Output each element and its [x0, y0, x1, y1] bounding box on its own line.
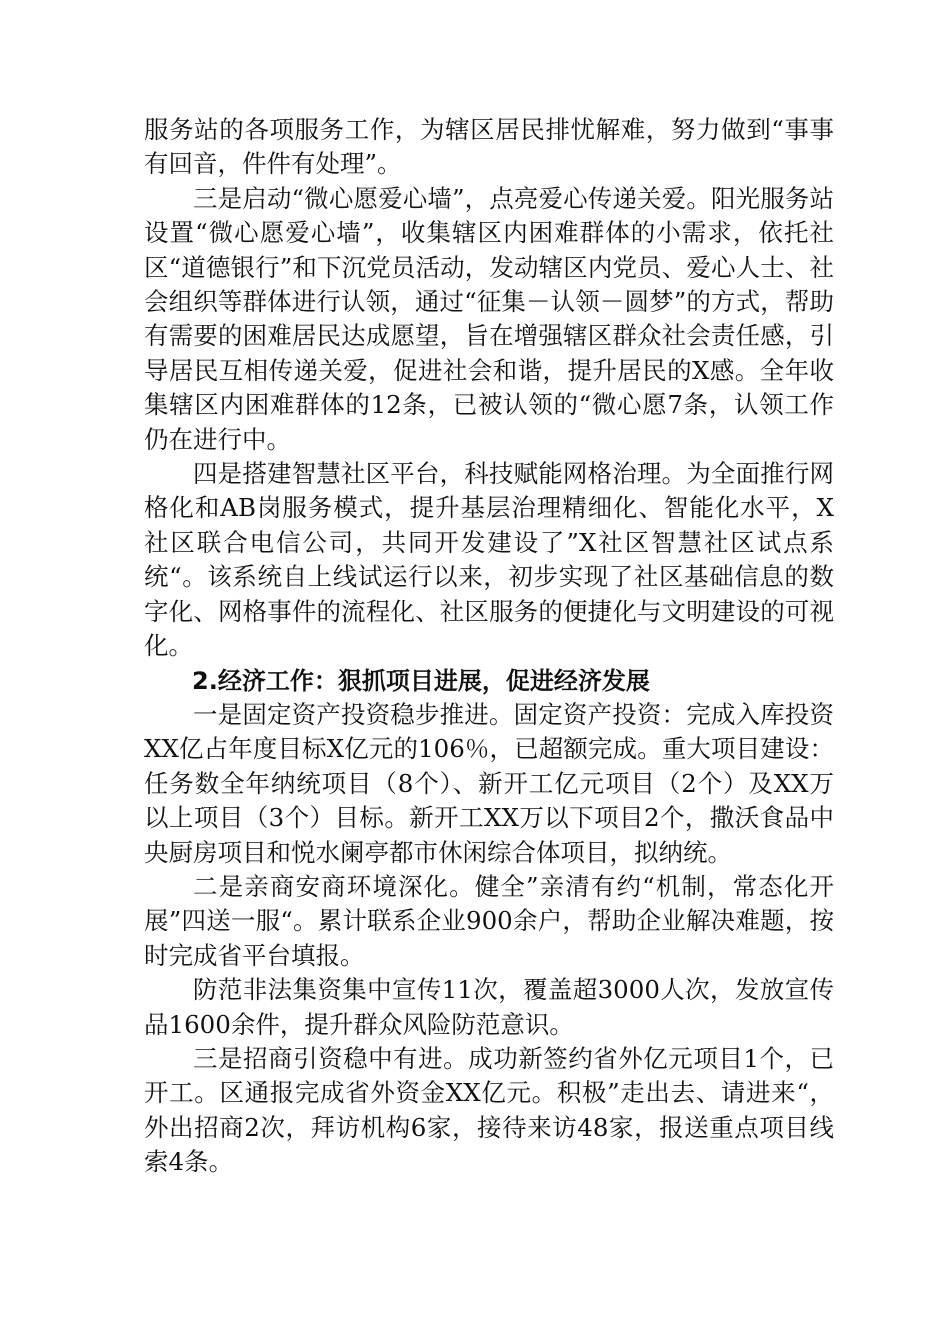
document-body: [144, 113, 834, 1180]
paragraph-investment-attraction: 三是招商引资稳中有进。成功新签约省外亿元项目1个，已开工。区通报完成省外资金XX亿元。积极”走出去、请进来“，外出招商2次，拜访机构6家，接待来访48家，报送重点项目线索4条。: [144, 1043, 834, 1177]
paragraph-wish-wall: 三是启动“微心愿爱心墙”，点亮爱心传递关爱。阳光服务站设置“微心愿爱心墙”，收集辖区内困难群体的小需求，依托社区“道德银行”和下沉党员活动，发动辖区内党员、爱心人士、社会组织等群体进行认领，通过“征集－认领－圆梦”的方式，帮助有需要的困难居民达成愿望，旨在增强辖区群众社会责任感，引导居民互相传递关爱，促进社会和谐，提升居民的X感。全年收集辖区内困难群体的12条，已被认领的“微心愿7条，认领工作仍在进行中。: [144, 183, 834, 454]
paragraph-business-environment: 二是亲商安商环境深化。健全”亲清有约“机制，常态化开展”四送一服“。累计联系企业900余户，帮助企业解决难题，按时完成省平台填报。: [144, 871, 834, 970]
paragraph-illegal-fundraising: 防范非法集资集中宣传11次，覆盖超3000人次，发放宣传品1600余件，提升群众风险防范意识。: [144, 975, 834, 1039]
section-heading-economy: 2.经济工作：狠抓项目进展，促进经济发展: [192, 666, 650, 695]
paragraph-smart-community: 四是搭建智慧社区平台，科技赋能网格治理。为全面推行网格化和AB岗服务模式，提升基层治理精细化、智能化水平，X社区联合电信公司，共同开发建设了”X社区智慧社区试点系统“。该系统自上线试运行以来，初步实现了社区基础信息的数字化、网格事件的流程化、社区服务的便捷化与文明建设的可视化。: [144, 459, 834, 661]
paragraph-service-station: 服务站的各项服务工作，为辖区居民排忧解难，努力做到“事事有回音，件件有处理”。: [144, 115, 834, 179]
paragraph-fixed-assets: 一是固定资产投资稳步推进。固定资产投资：完成入库投资XX亿占年度目标X亿元的106％，已超额完成。重大项目建设：任务数全年纳统项目（8个）、新开工亿元项目（2个）及XX万以上项目（3个）目标。新开工XX万以下项目2个，撒沃食品中央厨房项目和悦水阑亭都市休闲综合体项目，拟纳统。: [144, 699, 834, 867]
